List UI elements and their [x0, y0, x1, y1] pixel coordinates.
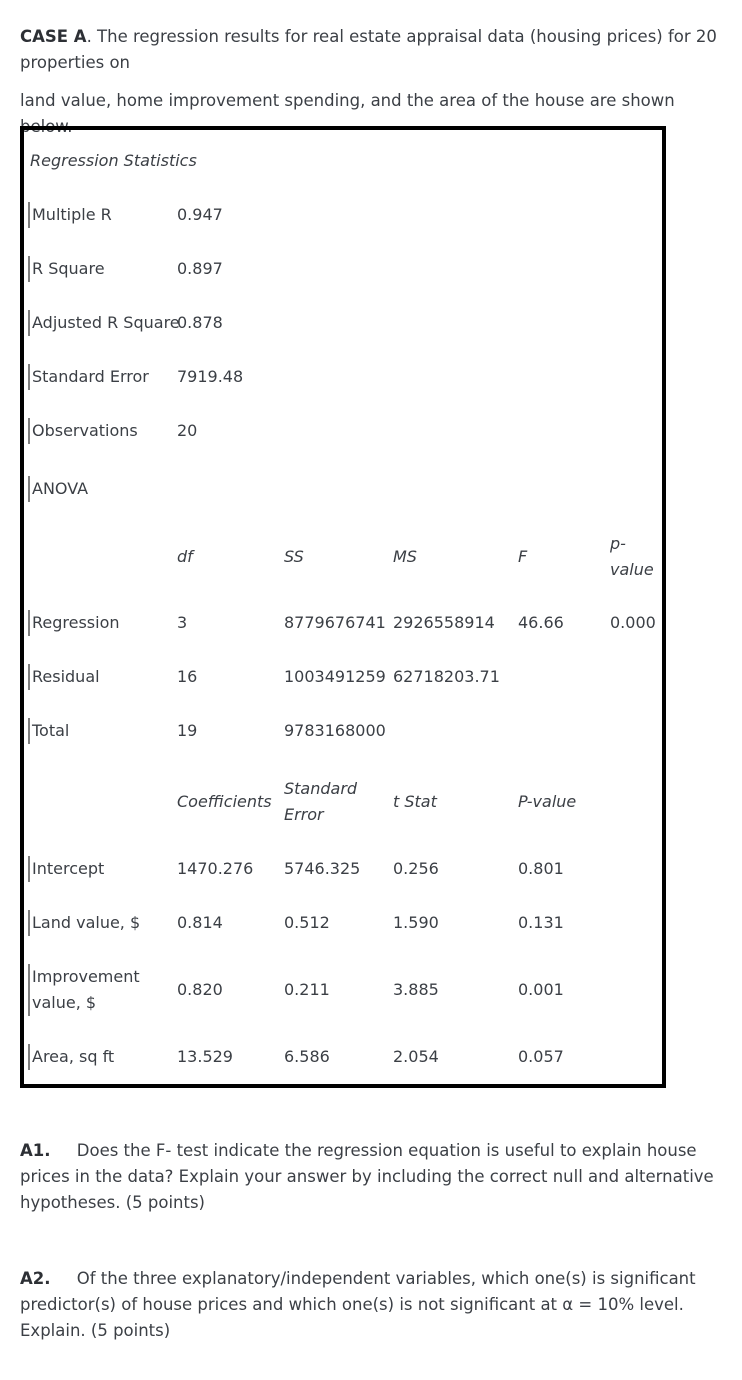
intro-line1: . The regression results for real estate appraisal data (housing prices) for 20 [86, 27, 717, 46]
coef-improvement-label-line2: value, $ [32, 993, 97, 1012]
stat-label-observations: Observations [28, 418, 138, 444]
stat-value-standard-error: 7919.48 [177, 367, 244, 386]
anova-col-p-line2: value [610, 560, 654, 579]
question-a2 [20, 1266, 725, 1344]
anova-row-label-regression: Regression [28, 610, 120, 636]
anova-heading: ANOVA [28, 476, 88, 502]
coef-area-coef: 13.529 [177, 1047, 233, 1066]
coef-improvement-se: 0.211 [284, 980, 330, 999]
regression-statistics-heading: Regression Statistics [30, 151, 197, 170]
coef-land-value-p: 0.131 [518, 913, 564, 932]
coef-intercept-p: 0.801 [518, 859, 564, 878]
coef-area-se: 6.586 [284, 1047, 330, 1066]
stat-value-multiple-r: 0.947 [177, 205, 223, 224]
anova-regression-df: 3 [177, 613, 188, 632]
stat-label-adjusted-r-square: Adjusted R Square [28, 310, 180, 336]
coef-row-label-improvement-value [28, 964, 140, 1016]
coef-area-t: 2.054 [393, 1047, 439, 1066]
anova-col-p-value [610, 531, 654, 583]
anova-col-ms: MS [393, 547, 417, 566]
coef-improvement-p: 0.001 [518, 980, 564, 999]
coef-area-p: 0.057 [518, 1047, 564, 1066]
question-a1-text: Does the F- test indicate the regression equation is useful to explain house prices in the data? Explain your answer by including the correct null and alternative hypotheses. (5 points) [20, 1141, 714, 1212]
coef-improvement-t: 3.885 [393, 980, 439, 999]
coef-land-value-coef: 0.814 [177, 913, 223, 932]
stat-label-r-square: R Square [28, 256, 105, 282]
anova-row-label-residual: Residual [28, 664, 100, 690]
intro-paragraph [20, 24, 720, 76]
anova-total-df: 19 [177, 721, 198, 740]
anova-residual-ms: 62718203.71 [393, 667, 500, 686]
anova-row-label-total: Total [28, 718, 69, 744]
coef-col-se-line2: Error [284, 805, 324, 824]
coef-row-label-area: Area, sq ft [28, 1044, 114, 1070]
regression-output-table [20, 126, 666, 1088]
coef-improvement-coef: 0.820 [177, 980, 223, 999]
anova-residual-ss: 1003491259 [284, 667, 386, 686]
coef-improvement-label-line1: Improvement [32, 967, 140, 986]
case-label: CASE A [20, 27, 87, 46]
coef-col-coefficients: Coefficients [177, 792, 272, 811]
coef-row-label-intercept: Intercept [28, 856, 104, 882]
anova-regression-ms: 2926558914 [393, 613, 495, 632]
stat-value-r-square: 0.897 [177, 259, 223, 278]
coef-col-t-stat: t Stat [393, 792, 437, 811]
anova-regression-ss: 8779676741 [284, 613, 386, 632]
anova-regression-f: 46.66 [518, 613, 564, 632]
anova-col-f: F [518, 547, 528, 566]
stat-value-adjusted-r-square: 0.878 [177, 313, 223, 332]
coef-land-value-t: 1.590 [393, 913, 439, 932]
anova-col-ss: SS [284, 547, 304, 566]
question-a2-number: A2. [20, 1269, 51, 1288]
stat-label-multiple-r: Multiple R [28, 202, 112, 228]
stat-value-observations: 20 [177, 421, 198, 440]
anova-residual-df: 16 [177, 667, 198, 686]
stat-label-standard-error: Standard Error [28, 364, 149, 390]
coef-row-label-land-value: Land value, $ [28, 910, 140, 936]
question-a1-number: A1. [20, 1141, 51, 1160]
anova-col-p-line1: p- [610, 534, 626, 553]
anova-total-ss: 9783168000 [284, 721, 386, 740]
coef-col-p-value: P-value [518, 792, 577, 811]
coef-col-se-line1: Standard [284, 779, 358, 798]
coef-col-standard-error [284, 776, 357, 828]
anova-col-df: df [177, 547, 193, 566]
coef-intercept-se: 5746.325 [284, 859, 361, 878]
coef-land-value-se: 0.512 [284, 913, 330, 932]
question-a2-text: Of the three explanatory/independent variables, which one(s) is significant predictor(s) of house prices and which one(s) is not significant at α = 10% level. Explain. (5 points) [20, 1269, 696, 1340]
anova-regression-p: 0.000 [610, 613, 656, 632]
coef-intercept-coef: 1470.276 [177, 859, 254, 878]
intro-line3: land value, home improvement spending, and the area of the house are shown below. [20, 91, 675, 136]
question-a1 [20, 1138, 725, 1216]
coef-intercept-t: 0.256 [393, 859, 439, 878]
intro-line2: properties on [20, 53, 130, 72]
